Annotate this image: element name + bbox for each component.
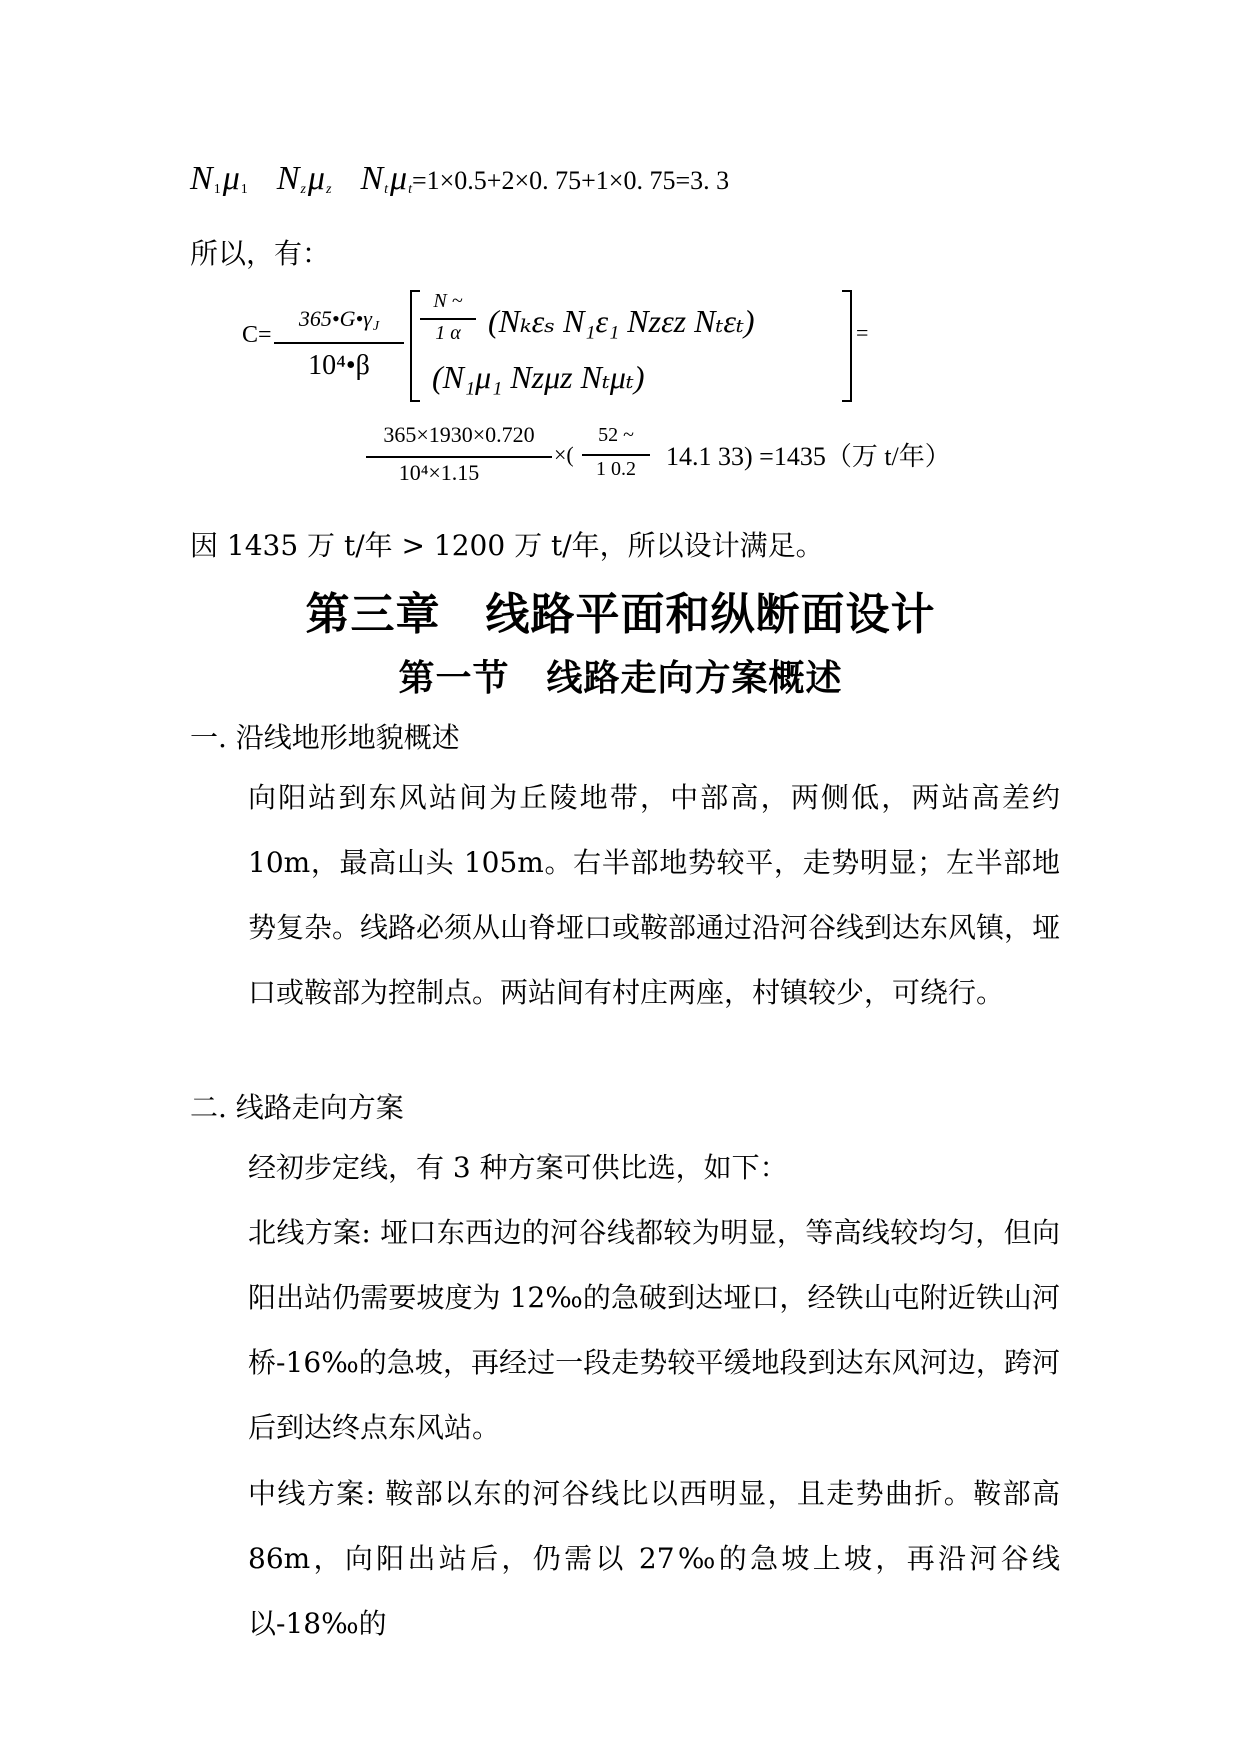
formula3-inner-num: 52 ~: [598, 424, 634, 446]
formula3-denominator: 10⁴×1.15: [398, 460, 480, 485]
formula3-mult: ×(: [554, 442, 574, 467]
formula2-denominator: 10⁴•β: [308, 350, 370, 381]
formula2-lead: C=: [242, 322, 272, 348]
formula2-equals: =: [856, 320, 869, 345]
nt-sub: t: [384, 182, 389, 197]
paragraph-middle-route-text: 中线方案: 鞍部以东的河谷线比以西明显，且走势曲折。鞍部高 86m，向阳出站后，仍需以 27‰的急坡上坡，再沿河谷线以-18‰的: [248, 1477, 1060, 1640]
paragraph-terrain: [190, 765, 1060, 1025]
paragraph-terrain-text: 向阳站到东风站间为丘陵地带，中部高，两侧低，两站高差约 10m，最高山头 105m。右半部地势较平，走势明显；左半部地势复杂。线路必须从山脊垭口或鞍部通过沿河谷线到达东风镇，垭口或鞍部为控制点。两站间有村庄两座，村镇较少，可绕行。: [248, 781, 1061, 1009]
formula2-numerator: [272, 306, 406, 335]
mu1-sub: 1: [240, 182, 248, 197]
n1-sub: 1: [213, 182, 221, 197]
paragraph-middle-route: [190, 1461, 1060, 1656]
formula3-inner-bar: [582, 454, 650, 456]
formula2-num-text: 365•G•γ: [298, 306, 372, 331]
formula3-inner-den: 1 0.2: [596, 458, 636, 480]
formula2-row-2: (N₁μ₁ Nzμz Nₜμₜ): [432, 359, 645, 395]
formula3-rest: 14.1 33) =1435（万 t/年）: [666, 442, 951, 471]
formula1-result: =1×0.5+2×0. 75+1×0. 75=3. 3: [411, 166, 730, 195]
muz-symbol: μ: [307, 160, 325, 197]
section-title: 第一节 线路走向方案概述: [398, 658, 843, 699]
muz-sub: z: [325, 182, 332, 197]
formula2-inner-num: N ~: [433, 290, 463, 312]
n1-symbol: N: [190, 160, 213, 197]
formula-line-1: [190, 160, 729, 198]
formula3-fraction-bar: [366, 456, 552, 458]
formula2-inner-den: 1 α: [435, 322, 461, 344]
formula2-inner-bar: [420, 318, 476, 320]
mu1-symbol: μ: [222, 160, 240, 197]
nz-symbol: N: [276, 160, 300, 197]
paragraph-north-route: [190, 1200, 1060, 1460]
formula2-num-sub: J: [372, 319, 380, 334]
paragraph-intro: [190, 1135, 1060, 1200]
so-have-text: 所以，有：: [190, 237, 331, 270]
formula2-row-1: (Nₖεₛ N₁ε₁ Nzεz Nₜεₜ): [488, 303, 755, 339]
formula2-fraction-bar: [274, 342, 404, 344]
nz-sub: z: [300, 182, 306, 197]
formula3-numerator: 365×1930×0.720: [383, 422, 535, 447]
mut-symbol: μ: [390, 160, 408, 197]
chapter-title: 第三章 线路平面和纵断面设计: [305, 589, 936, 640]
heading-route-plans: 二. 线路走向方案: [190, 1091, 404, 1124]
heading-terrain: 一. 沿线地形地貌概述: [190, 721, 460, 754]
paragraph-intro-text: 经初步定线，有 3 种方案可供比选，如下：: [248, 1151, 788, 1184]
conclusion-text: 因 1435 万 t/年 > 1200 万 t/年，所以设计满足。: [190, 529, 824, 562]
paragraph-north-route-text: 北线方案: 垭口东西边的河谷线都较为明显，等高线较均匀，但向阳出站仍需要坡度为 12‰的急破到达垭口，经铁山屯附近铁山河桥-16‰的急坡，再经过一段走势较平缓地段到达东风河边，跨河后到达终点东风站。: [248, 1216, 1060, 1444]
formula2-right-bracket: [842, 290, 852, 402]
mut-sub: t: [408, 182, 412, 197]
nt-symbol: N: [360, 160, 384, 197]
